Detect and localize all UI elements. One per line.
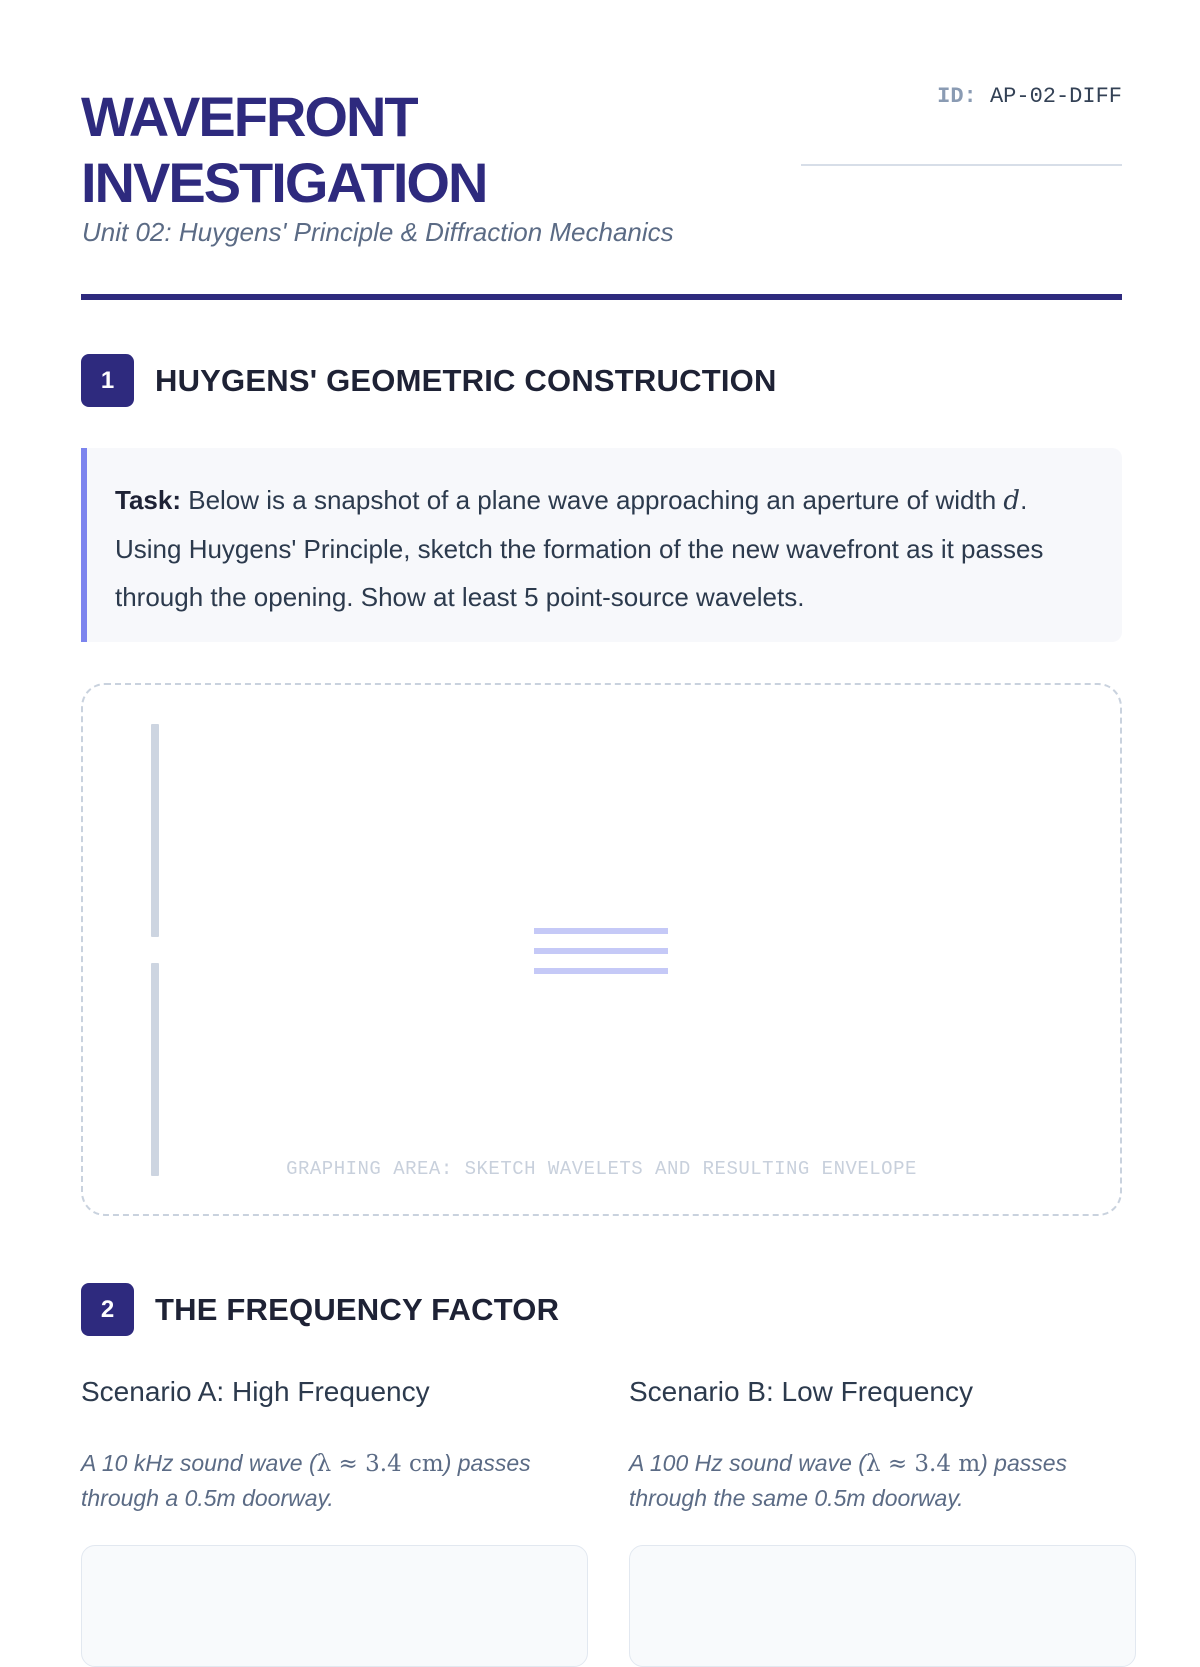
- scenario-a: [81, 1376, 588, 1667]
- graphing-area-label: GRAPHING AREA: SKETCH WAVELETS AND RESULTING ENVELOPE: [286, 1158, 917, 1180]
- task-text-after: . Using Huygens' Principle, sketch the formation of the new wavefront as it passes through the opening. Show at least 5 point-source wavelets.: [115, 485, 1044, 612]
- scenario-b-wavelength: λ ≈ 3.4 m: [865, 1451, 981, 1477]
- scenario-a-title: Scenario A: High Frequency: [81, 1376, 430, 1407]
- scenario-a-wavelength: λ ≈ 3.4 cm: [316, 1451, 444, 1477]
- scenario-a-description: [81, 1446, 588, 1515]
- barrier-lower-wall: [151, 963, 159, 1176]
- section-1-title: HUYGENS' GEOMETRIC CONSTRUCTION: [155, 362, 777, 398]
- document-id-label: ID:: [937, 84, 977, 109]
- task-label: Task:: [115, 485, 181, 515]
- task-text-before: Below is a snapshot of a plane wave approaching an aperture of width: [181, 485, 1004, 515]
- scenario-b-title: Scenario B: Low Frequency: [629, 1376, 973, 1407]
- page-subtitle: Unit 02: Huygens' Principle & Diffraction Mechanics: [82, 217, 674, 247]
- document-id-value: AP-02-DIFF: [989, 84, 1122, 109]
- task-variable-d: d: [1003, 486, 1021, 516]
- title-line-2: INVESTIGATION: [81, 151, 487, 214]
- graphing-area[interactable]: [81, 683, 1122, 1216]
- scenario-b-answer-box[interactable]: [629, 1545, 1136, 1667]
- section-2-number-badge: 2: [81, 1283, 134, 1336]
- section-2-title: THE FREQUENCY FACTOR: [155, 1291, 560, 1327]
- page-title: [81, 84, 486, 216]
- name-write-line[interactable]: [801, 164, 1122, 166]
- wavefront-line: [534, 948, 668, 954]
- scenario-b-desc-before: A 100 Hz sound wave (: [629, 1450, 866, 1476]
- scenario-b: [629, 1376, 1136, 1667]
- section-2-header: [81, 1283, 559, 1336]
- header-divider: [81, 294, 1122, 300]
- document-id: [937, 84, 1122, 109]
- scenario-a-answer-box[interactable]: [81, 1545, 588, 1667]
- scenario-a-desc-after: ) passes through a 0.5m doorway.: [81, 1450, 531, 1511]
- scenario-b-desc-after: ) passes through the same 0.5m doorway.: [629, 1450, 1068, 1511]
- section-1-header: [81, 354, 777, 407]
- scenario-b-description: [629, 1446, 1136, 1515]
- wavefront-line: [534, 928, 668, 934]
- scenario-a-desc-before: A 10 kHz sound wave (: [81, 1450, 317, 1476]
- barrier-upper-wall: [151, 724, 159, 937]
- section-1-number-badge: 1: [81, 354, 134, 407]
- title-line-1: WAVEFRONT: [81, 85, 417, 148]
- wavefront-line: [534, 968, 668, 974]
- task-callout: [81, 448, 1122, 642]
